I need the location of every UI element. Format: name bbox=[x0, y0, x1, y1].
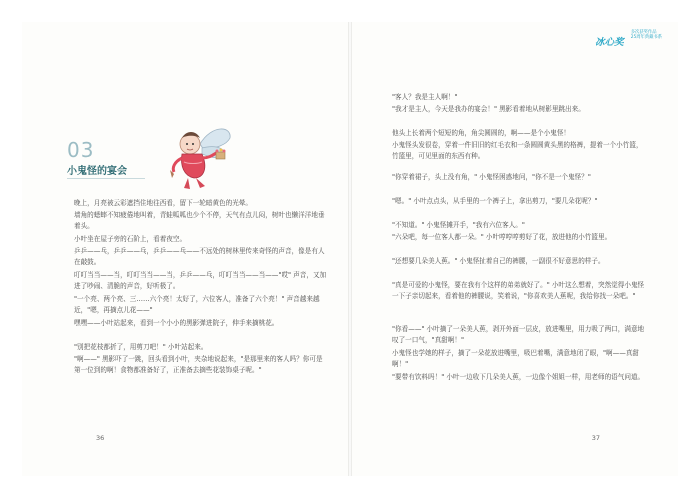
paragraph: "一个亮、两个亮、三……六个亮！太好了，六位客人，准备了六个亮！" 声音越来越近，"嗯，再摘点儿花——" bbox=[74, 295, 320, 314]
paragraph: "嗯。" 小叶点点头，从手里的一个裤子上，拿出剪刀，"要几朵花呢？" bbox=[392, 197, 598, 205]
paragraph: 晚上，月亮被云彩遮挡住地往西看，留下一轮暗黄色的光晕。 bbox=[74, 199, 253, 207]
paragraph: "还想要几朵美人蕉。" 小鬼怪扯着自己的裤腰，一副很不好意思的样子。 bbox=[392, 257, 605, 265]
chapter-number: 03 bbox=[67, 138, 95, 162]
paragraph: 乒乒——乓，乒乒——乓，乒乒——乓——不远处的树林里传来奇怪的声音，像是有人在敲鼓。 bbox=[74, 247, 325, 266]
little-ghost-illustration bbox=[162, 118, 240, 196]
paragraph: 嘿嘿——小叶站起来，看到一个小小的黑影弹进院子，伸手来摘桃花。 bbox=[74, 319, 279, 327]
right-page bbox=[352, 22, 678, 476]
chapter-title: 小鬼怪的宴会 bbox=[67, 166, 127, 177]
paragraph: "你穿着裙子，头上没有角，" 小鬼怪困惑地问，"你不是一个鬼怪？" bbox=[392, 173, 591, 181]
paragraph: "啊——" 黑影吓了一跳，回头看到小叶，夹杂地说起来，"是那里来的客人吗？你可是第一位到的啊！食物都准备好了，正准备去摘些花装饰桌子呢。" bbox=[74, 355, 323, 374]
paragraph: 他头上长着两个短短的角，角尖圆圆的，啊——是个小鬼怪！ bbox=[392, 129, 571, 137]
paragraph: 小鬼怪头发很卷，穿着一件旧旧的红毛衣和一条圆圆黄头黑的格裤，提着一个小竹篮，竹篮里，可见里面的东西有种。 bbox=[392, 141, 643, 160]
paragraph: 叮叮当当——当，叮叮当当——当，乒乒——乓，叮叮当当——当——"哎" 声音，又加进了吵闹、清脆的声音，好听极了。 bbox=[74, 271, 327, 290]
page-number: 37 bbox=[591, 434, 600, 442]
paragraph: "不知道。" 小鬼怪摊开手，"我有六位客人。" bbox=[392, 221, 525, 229]
logo-title: 冰心奖 bbox=[595, 37, 624, 48]
left-page bbox=[22, 22, 348, 476]
paragraph: "别把花枝都折了，用剪刀吧！" 小叶站起来。 bbox=[74, 343, 208, 351]
paragraph: "要带有饮料吗！" 小叶一边收下几朵美人蕉，一边像个姐姐一样，用老师的语气问道。 bbox=[392, 373, 645, 381]
series-logo bbox=[595, 30, 662, 49]
paragraph: "我才是主人，今天是我办的宴会！" 黑影看着地从树影里跳出来。 bbox=[392, 105, 585, 113]
paragraph: "六朵吧，每一位客人都一朵。" 小叶哼哼哼剪好了花，放进他的小竹篮里。 bbox=[392, 233, 612, 241]
paragraph: "你看——" 小叶摘了一朵美人蕉，剥开外面一层皮，放进嘴里，用力吸了两口，满意地叹了一口气，"真甜啊！" bbox=[392, 325, 645, 344]
paragraph: 墙角的蟋蟀不知疲倦地叫着，青蛙呱呱也少个不停，天气有点儿闷，树叶也懒洋洋地垂着头。 bbox=[74, 211, 325, 230]
chapter-title-rule bbox=[67, 178, 145, 179]
paragraph: "真是可爱的小鬼怪，要在我有个这样的弟弟就好了。" 小叶这么想着，突然觉得小鬼怪一下子亲切起来，看着他的裤腰说，笑着说，"你喜欢美人蕉呢，我给你找一朵吧。" bbox=[392, 281, 645, 300]
logo-subtitle-line-1: 多次获奖作品 bbox=[630, 30, 657, 35]
paragraph: 小鬼怪也学她的样子，摘了一朵花放进嘴里，吸巴着嘴，满意地闭了眼，"啊——真甜啊！" bbox=[392, 349, 640, 368]
logo-subtitle-line-2: 25周年典藏书系 bbox=[630, 35, 662, 41]
page-number: 36 bbox=[96, 434, 105, 442]
logo-subtitle bbox=[631, 30, 662, 40]
paragraph: 小叶坐在屋子旁的石阶上，看着夜空。 bbox=[74, 235, 187, 243]
paragraph: "客人？我是主人啊！" bbox=[392, 93, 458, 101]
